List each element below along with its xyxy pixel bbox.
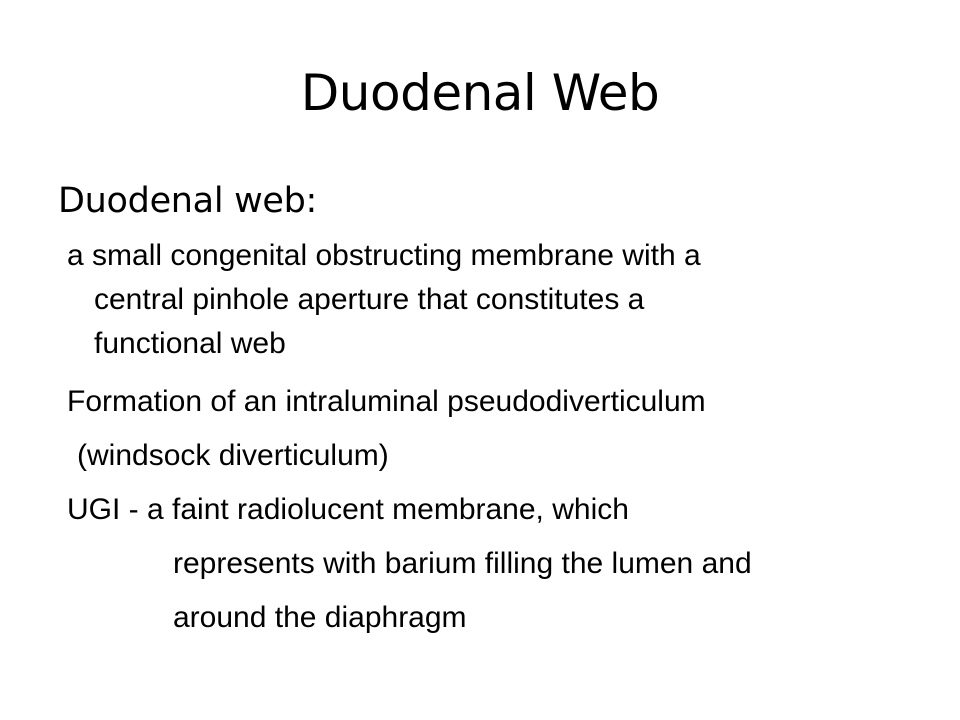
section-heading: Duodenal web: <box>58 181 318 221</box>
definition-line-1: a small congenital obstructing membrane with a <box>67 239 701 272</box>
definition-paragraph <box>67 234 701 366</box>
ugi-line-1: UGI - a faint radiolucent membrane, which <box>67 493 629 526</box>
windsock-text: (windsock diverticulum) <box>77 439 389 472</box>
slide-title: Duodenal Web <box>300 64 660 122</box>
formation-text: Formation of an intraluminal pseudodiverticulum <box>67 385 706 418</box>
definition-line-2: central pinhole aperture that constitutes a <box>94 283 645 316</box>
ugi-line-3: around the diaphragm <box>173 601 467 634</box>
ugi-line-2: represents with barium filling the lumen and <box>173 547 752 580</box>
ugi-paragraph <box>67 488 752 634</box>
definition-line-3: functional web <box>94 327 286 360</box>
